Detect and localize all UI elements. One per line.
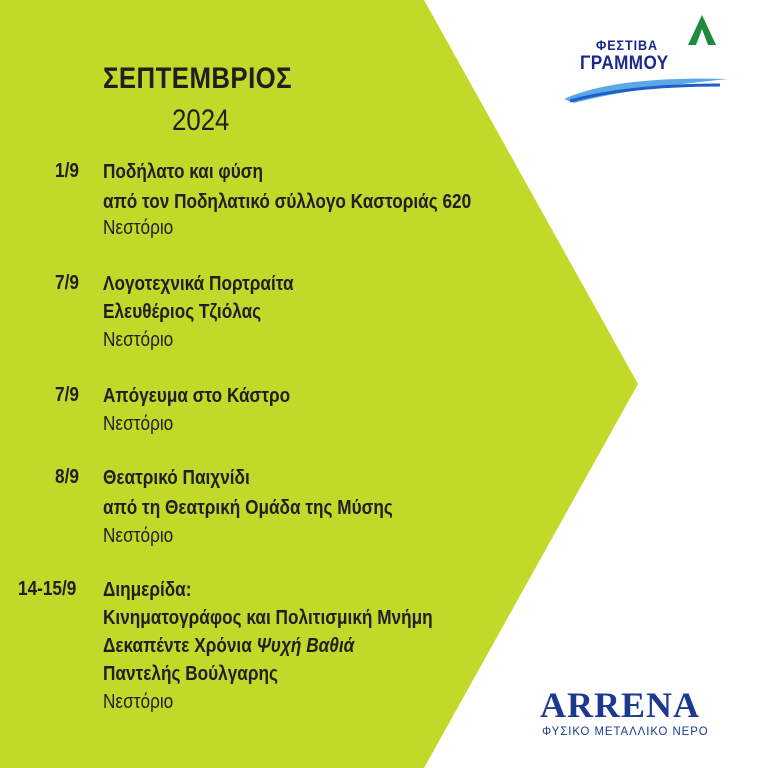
event-place: Νεστόριο xyxy=(103,217,174,239)
event-item xyxy=(0,578,560,718)
event-item xyxy=(0,384,560,440)
event-date: 7/9 xyxy=(55,272,79,294)
mountain-icon xyxy=(688,15,716,45)
event-item xyxy=(0,466,560,546)
wave-icon xyxy=(560,65,735,105)
event-date: 14-15/9 xyxy=(18,578,77,600)
event-title: Λογοτεχνικά Πορτραίτα xyxy=(103,273,294,295)
event-subtitle: Κινηματογράφος και Πολιτισμική Μνήμη xyxy=(103,607,433,629)
event-speaker: Παντελής Βούλγαρης xyxy=(103,663,278,685)
event-title: Απόγευμα στο Κάστρο xyxy=(103,385,291,407)
event-place: Νεστόριο xyxy=(103,525,174,547)
event-item xyxy=(0,272,560,352)
event-subtitle: Ελευθέριος Τζιόλας xyxy=(103,301,262,323)
event-place: Νεστόριο xyxy=(103,329,174,351)
sponsor-logo xyxy=(540,684,730,744)
event-title: Θεατρικό Παιχνίδι xyxy=(103,467,250,489)
festival-logo-line1: ΦΕΣΤΙΒΑ xyxy=(596,37,659,53)
festival-logo xyxy=(560,15,735,105)
event-item xyxy=(0,160,560,240)
event-title: Διημερίδα: xyxy=(103,579,192,601)
year-title: 2024 xyxy=(172,104,230,137)
event-title: Ποδήλατο και φύση xyxy=(103,161,264,183)
event-place: Νεστόριο xyxy=(103,413,174,435)
event-subtitle-2-text: Δεκαπέντε Χρόνια Ψυχή Βαθιά xyxy=(103,635,355,657)
month-title: ΣΕΠΤΕΜΒΡΙΟΣ xyxy=(103,62,293,95)
event-place: Νεστόριο xyxy=(103,691,174,713)
event-subtitle: από τον Ποδηλατικό σύλλογο Καστοριάς 620 xyxy=(103,191,472,213)
event-subtitle: από τη Θεατρική Ομάδα της Μύσης xyxy=(103,497,393,519)
event-date: 1/9 xyxy=(55,160,79,182)
event-date: 7/9 xyxy=(55,384,79,406)
sponsor-name: ARRENA xyxy=(540,685,701,725)
sponsor-tagline: ΦΥΣΙΚΟ ΜΕΤΑΛΛΙΚΟ ΝΕΡΟ xyxy=(542,724,709,738)
event-subtitle-2 xyxy=(103,634,354,658)
film-title: Ψυχή Βαθιά xyxy=(256,635,355,657)
event-date: 8/9 xyxy=(55,466,79,488)
festival-logo-line2: ΓΡΑΜΜΟΥ xyxy=(580,53,669,74)
